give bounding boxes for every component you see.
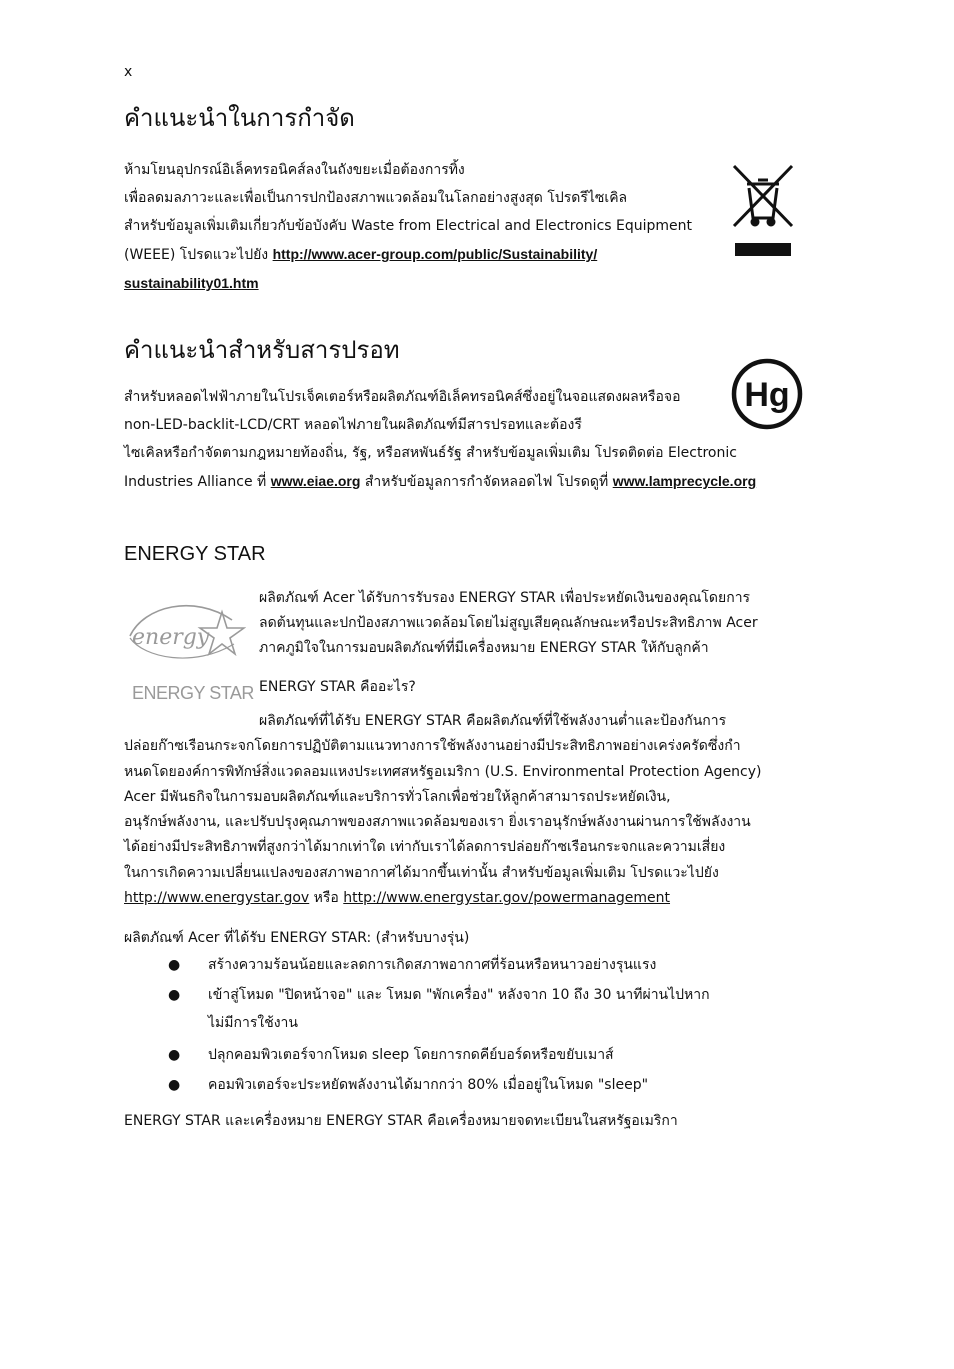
energy-products-intro: ผลิตภัณฑ์ Acer ที่ได้รับ ENERGY STAR: (สำหรับบางรุ่น) — [124, 930, 470, 946]
energy-body-line: Acer มีพันธกิจในการมอบผลิตภัณฑ์และบริการทั่วโลกเพื่อช่วยให้ลูกค้าสามารถประหยัดเงิน, — [124, 788, 671, 805]
mercury-line: non-LED-backlit-LCD/CRT หลอดไฟภายในผลิตภัณฑ์มีสารปรอทและต้องรี — [124, 417, 582, 433]
mercury-heading: คำแนะนำสำหรับสารปรอท — [124, 336, 400, 364]
disposal-line: เพื่อลดมลภาวะและเพื่อเป็นการปกป้องสภาพแวดล้อมในโลกอย่างสูงสุด โปรดรีไซเคิล — [124, 190, 628, 206]
disposal-line: (WEEE) โปรดแวะไปยัง — [124, 247, 273, 263]
energy-star-heading: ENERGY STAR — [124, 543, 266, 565]
hg-label: Hg — [744, 376, 790, 414]
bullet: ● — [168, 1047, 181, 1063]
lamprecycle-link[interactable]: www.lamprecycle.org — [612, 473, 757, 489]
list-item: ● เข้าสู่โหมด "ปิดหน้าจอ" และ โหมด "พักเครื่อง" หลังจาก 10 ถึง 30 นาทีผ่านไปหาก ไม่มีการใช้งาน — [208, 981, 710, 1037]
disposal-line: สำหรับข้อมูลเพิ่มเติมเกี่ยวกับข้อบังคับ Waste from Electrical and Electronics Equipment — [124, 218, 693, 234]
weee-crossed-bin-icon — [728, 162, 798, 260]
list-item: ● สร้างความร้อนน้อยและลดการเกิดสภาพอากาศที่ร้อนหรือหนาวอย่างรุนแรง — [208, 951, 710, 979]
mercury-line: ไซเคิลหรือกำจัดตามกฎหมายท้องถิ่น, รัฐ, หรือสหพันธ์รัฐ สำหรับข้อมูลเพิ่มเติม โปรดติดต่อ Electronic — [124, 445, 737, 461]
disposal-line: ห้ามโยนอุปกรณ์อิเล็คทรอนิคส์ลงในถังขยะเมื่อต้องการทิ้ง — [124, 162, 465, 178]
energy-intro-line: ภาคภูมิใจในการมอบผลิตภัณฑ์ที่มีเครื่องหมาย ENERGY STAR ให้กับลูกค้า — [259, 640, 709, 656]
energy-logo-script: energy — [132, 625, 210, 650]
mercury-line: สำหรับหลอดไฟฟ้าภายในโปรเจ็คเตอร์หรือผลิตภัณฑ์อิเล็คทรอนิคส์ซึ่งอยู่ในจอแสดงผลหรือจอ — [124, 389, 681, 405]
weee-link-continuation[interactable]: sustainability01.htm — [124, 275, 259, 291]
energy-body-line: ผลิตภัณฑ์ที่ได้รับ ENERGY STAR คือผลิตภัณฑ์ที่ใช้พลังงานต่ำและป้องกันการ — [259, 713, 727, 729]
list-item: ● คอมพิวเตอร์จะประหยัดพลังงานได้มากกว่า 80% เมื่ออยู่ในโหมด "sleep" — [208, 1071, 710, 1099]
disposal-heading: คำแนะนำในการกำจัด — [124, 104, 355, 132]
energy-body-line: อนุรักษ์พลังงาน, และปรับปรุงคุณภาพของสภาพแวดล้อมของเรา ยิ่งเราอนุรักษ์พลังงานผ่านการใช้พลังงาน — [124, 814, 751, 831]
mercury-line: Industries Alliance ที่ — [124, 474, 271, 490]
energy-body-line: หนดโดยองค์การพิทักษ์สิ่งแวดลอมแหงประเทศสหรัฐอเมริกา (U.S. Environmental Protection Agency) — [124, 763, 762, 780]
link-separator: หรือ — [309, 890, 344, 907]
bullet: ● — [168, 1077, 181, 1093]
energy-body-line: ปล่อยก๊าซเรือนกระจกโดยการปฏิบัติตามแนวทางการใช้พลังงานอย่างมีประสิทธิภาพอย่างเคร่งครัดซึ่งกำ — [124, 738, 741, 755]
mercury-paragraph — [124, 383, 804, 496]
energy-body-line: ได้อย่างมีประสิทธิภาพที่สูงกว่าได้มากเท่าใด เท่ากับเราได้ลดการปล่อยก๊าซเรือนกระจกและความเสี่ยง — [124, 839, 726, 856]
bullet: ● — [168, 957, 181, 973]
mercury-line: สำหรับข้อมูลการกำจัดหลอดไฟ โปรดดูที่ — [360, 474, 613, 490]
energy-body — [124, 709, 824, 911]
bullet: ● — [168, 987, 181, 1003]
energy-intro — [259, 586, 819, 661]
page-number: x — [124, 64, 133, 80]
energystar-gov-link[interactable]: http://www.energystar.gov — [124, 890, 310, 907]
energy-question: ENERGY STAR คืออะไร? — [259, 679, 416, 695]
list-item: ● ปลุกคอมพิวเตอร์จากโหมด sleep โดยการกดคีย์บอร์ดหรือขยับเมาส์ — [208, 1041, 710, 1069]
energy-feature-list — [168, 951, 710, 1099]
energy-star-logo — [124, 598, 246, 664]
eiae-link[interactable]: www.eiae.org — [270, 473, 361, 489]
energy-intro-line: ลดต้นทุนและปกป้องสภาพแวดล้อมโดยไม่สูญเสียคุณลักษณะหรือประสิทธิภาพ Acer — [259, 615, 758, 631]
mercury-hg-icon — [730, 358, 804, 430]
energy-trademark-note: ENERGY STAR และเครื่องหมาย ENERGY STAR คือเครื่องหมายจดทะเบียนในสหรัฐอเมริกา — [124, 1113, 678, 1129]
energystar-powermanagement-link[interactable]: http://www.energystar.gov/powermanagement — [343, 890, 671, 907]
weee-link[interactable]: http://www.acer-group.com/public/Sustainability/ — [272, 246, 598, 262]
disposal-paragraph — [124, 156, 714, 298]
energy-star-logo-caption: ENERGY STAR — [132, 683, 254, 703]
energy-intro-line: ผลิตภัณฑ์ Acer ได้รับการรับรอง ENERGY STAR เพื่อประหยัดเงินของคุณโดยการ — [259, 590, 751, 606]
energy-body-line: ในการเกิดความเปลี่ยนแปลงของสภาพอากาศได้มากขึ้นเท่านั้น สำหรับข้อมูลเพิ่มเติม โปรดแวะไปยัง — [124, 864, 719, 881]
